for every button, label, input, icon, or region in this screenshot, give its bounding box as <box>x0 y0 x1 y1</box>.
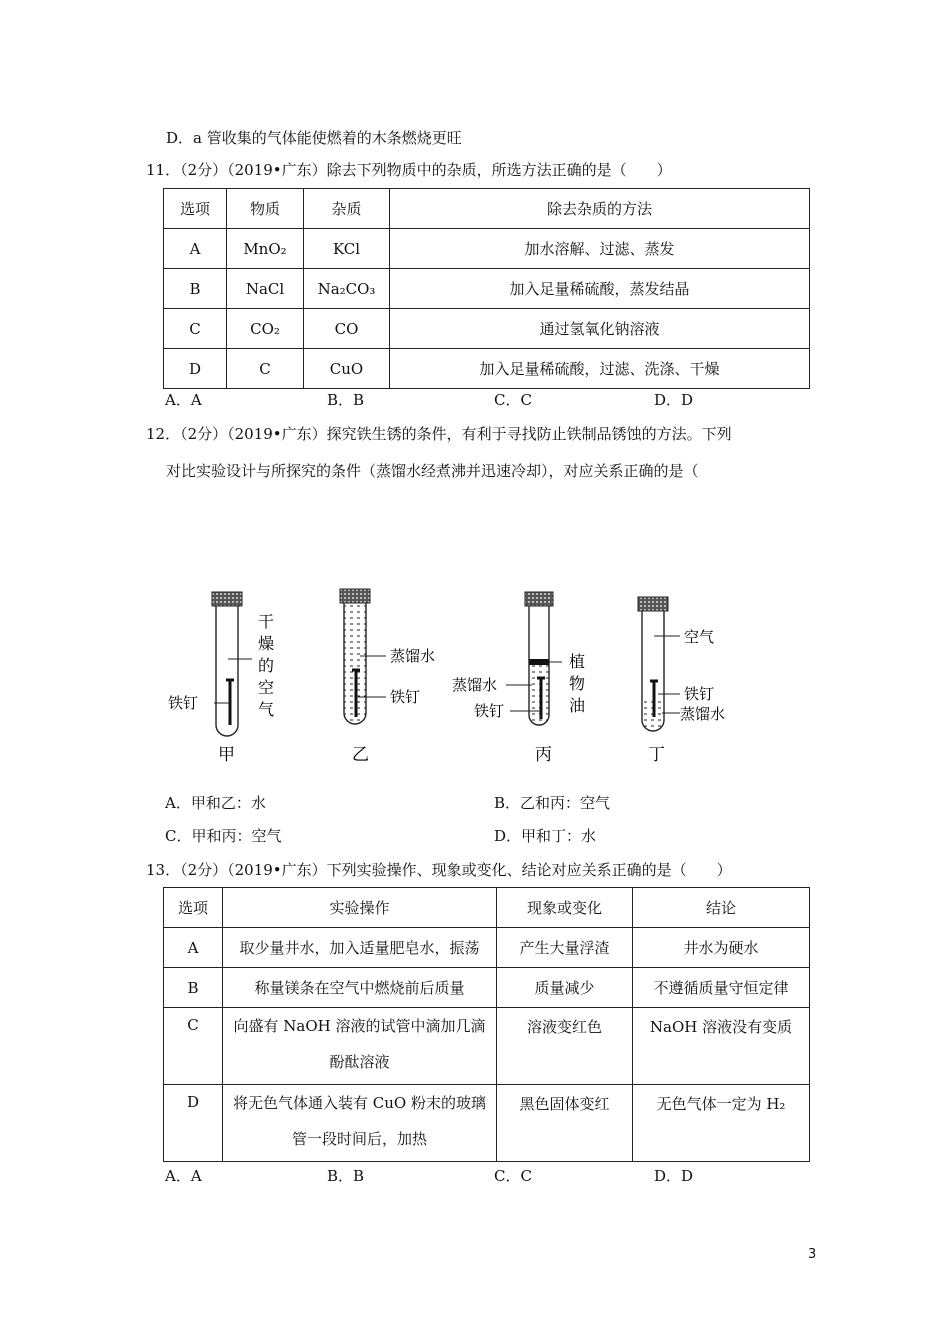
q13-header-row <box>164 888 810 928</box>
table-row <box>164 349 810 389</box>
q13-cell: 井水为硬水 <box>633 928 810 968</box>
q11-stem: 11．（2分）（2019•广东）除去下列物质中的杂质，所选方法正确的是（ ） <box>146 161 672 179</box>
q13-header-phenomenon: 现象或变化 <box>497 888 633 928</box>
test-tube-figure <box>160 585 760 770</box>
q11-header-impurity: 杂质 <box>304 189 390 229</box>
q11-cell: B <box>164 269 227 309</box>
tube-ding <box>638 597 725 765</box>
q13-cell: 产生大量浮渣 <box>497 928 633 968</box>
q13-d-op-line1: 将无色气体通入装有 CuO 粉末的玻璃 <box>233 1094 486 1112</box>
ding-air-label: 空气 <box>684 628 715 646</box>
q13-cell: 称量镁条在空气中燃烧前后质量 <box>223 968 497 1008</box>
tube-bing <box>452 592 585 765</box>
q12-option-c: C．甲和丙：空气 <box>165 827 282 845</box>
q11-cell: CO <box>304 309 390 349</box>
q13-stem: 13．（2分）（2019•广东）下列实验操作、现象或变化、结论对应关系正确的是（ ） <box>146 861 732 879</box>
q12-stem-line1: 12．（2分）（2019•广东）探究铁生锈的条件，有利于寻找防止铁制品锈蚀的方法。下列 <box>146 425 732 443</box>
jia-side-2: 燥 <box>258 634 275 653</box>
q12-option-d: D．甲和丁：水 <box>494 827 597 845</box>
q10-option-d: D．a 管收集的气体能使燃着的木条燃烧更旺 <box>166 129 462 147</box>
q11-header-substance: 物质 <box>227 189 304 229</box>
jia-side-1: 干 <box>258 612 275 631</box>
table-row <box>164 1008 810 1085</box>
q13-cell <box>223 1008 497 1085</box>
page-number: 3 <box>808 1247 817 1262</box>
q11-options <box>165 390 734 410</box>
q12-option-a: A．甲和乙：水 <box>165 794 266 812</box>
q13-cell: 取少量井水，加入适量肥皂水，振荡 <box>223 928 497 968</box>
q11-cell: NaCl <box>227 269 304 309</box>
q11-header-row <box>164 189 810 229</box>
yi-nail-label: 铁钉 <box>390 688 421 706</box>
q13-cell: 黑色固体变红 <box>497 1085 633 1162</box>
q11-table <box>163 188 810 389</box>
tube-yi <box>340 589 435 765</box>
q13-option-b: B．B <box>327 1167 365 1185</box>
jia-side-3: 的 <box>258 656 275 675</box>
q13-cell: NaOH 溶液没有变质 <box>633 1008 810 1085</box>
q11-option-d: D．D <box>654 391 694 409</box>
q11-cell: 加入足量稀硫酸，蒸发结晶 <box>390 269 810 309</box>
q13-cell: A <box>164 928 223 968</box>
q11-option-a: A．A <box>165 391 202 409</box>
q11-header-method: 除去杂质的方法 <box>390 189 810 229</box>
bing-oil-1: 植 <box>569 652 586 671</box>
q13-header-conclusion: 结论 <box>633 888 810 928</box>
bing-nail-label: 铁钉 <box>474 702 505 720</box>
bing-oil-2: 物 <box>569 674 586 693</box>
q11-cell: Na₂CO₃ <box>304 269 390 309</box>
q11-cell: D <box>164 349 227 389</box>
table-row <box>164 309 810 349</box>
q11-cell: C <box>227 349 304 389</box>
q11-option-c: C．C <box>494 391 532 409</box>
q12-stem-line2: 对比实验设计与所探究的条件（蒸馏水经煮沸并迅速冷却），对应关系正确的是（ <box>166 462 699 480</box>
q11-cell: 通过氢氧化钠溶液 <box>390 309 810 349</box>
tube-yi-label: 乙 <box>352 745 369 765</box>
q11-cell: MnO₂ <box>227 229 304 269</box>
tube-bing-label: 丙 <box>535 745 552 765</box>
q13-cell: 不遵循质量守恒定律 <box>633 968 810 1008</box>
q13-header-option: 选项 <box>164 888 223 928</box>
bing-water-label: 蒸馏水 <box>452 676 498 694</box>
table-row <box>164 269 810 309</box>
q11-cell: A <box>164 229 227 269</box>
q12-option-b: B．乙和丙：空气 <box>494 794 611 812</box>
tube-ding-stopper <box>638 597 668 611</box>
yi-water-label: 蒸馏水 <box>390 647 436 665</box>
q13-option-d: D．D <box>654 1167 694 1185</box>
q13-cell: C <box>164 1008 223 1085</box>
jia-nail-label: 铁钉 <box>168 694 199 712</box>
tube-jia-label: 甲 <box>218 745 235 765</box>
q13-d-op-line2: 管一段时间后，加热 <box>291 1130 427 1148</box>
q11-cell: CuO <box>304 349 390 389</box>
tube-ding-label: 丁 <box>648 745 665 765</box>
q11-cell: 加水溶解、过滤、蒸发 <box>390 229 810 269</box>
bing-oil-3: 油 <box>569 696 586 715</box>
q13-options <box>165 1166 734 1186</box>
q11-cell: C <box>164 309 227 349</box>
q13-cell: 溶液变红色 <box>497 1008 633 1085</box>
q13-cell: 无色气体一定为 H₂ <box>633 1085 810 1162</box>
q13-cell: D <box>164 1085 223 1162</box>
q11-header-option: 选项 <box>164 189 227 229</box>
tube-jia-stopper <box>212 592 242 606</box>
table-row <box>164 968 810 1008</box>
table-row <box>164 229 810 269</box>
q13-table <box>163 887 810 1162</box>
q11-cell: CO₂ <box>227 309 304 349</box>
q13-header-operation: 实验操作 <box>223 888 497 928</box>
ding-nail-label: 铁钉 <box>684 685 715 703</box>
tube-jia <box>168 592 274 765</box>
tube-bing-oil <box>529 659 549 665</box>
q13-c-op-line1: 向盛有 NaOH 溶液的试管中滴加几滴 <box>233 1017 486 1035</box>
table-row <box>164 928 810 968</box>
tube-yi-stopper <box>340 589 370 603</box>
ding-water-label: 蒸馏水 <box>680 705 726 723</box>
q13-cell: B <box>164 968 223 1008</box>
q13-c-op-line2: 酚酞溶液 <box>329 1053 390 1071</box>
q13-option-a: A．A <box>165 1167 202 1185</box>
jia-side-5: 气 <box>258 700 275 719</box>
q13-option-c: C．C <box>494 1167 532 1185</box>
tube-bing-stopper <box>525 592 553 606</box>
q11-cell: 加入足量稀硫酸，过滤、洗涤、干燥 <box>390 349 810 389</box>
q13-cell: 质量减少 <box>497 968 633 1008</box>
table-row <box>164 1085 810 1162</box>
jia-side-4: 空 <box>258 678 275 697</box>
q11-option-b: B．B <box>327 391 365 409</box>
q13-cell <box>223 1085 497 1162</box>
q11-cell: KCl <box>304 229 390 269</box>
